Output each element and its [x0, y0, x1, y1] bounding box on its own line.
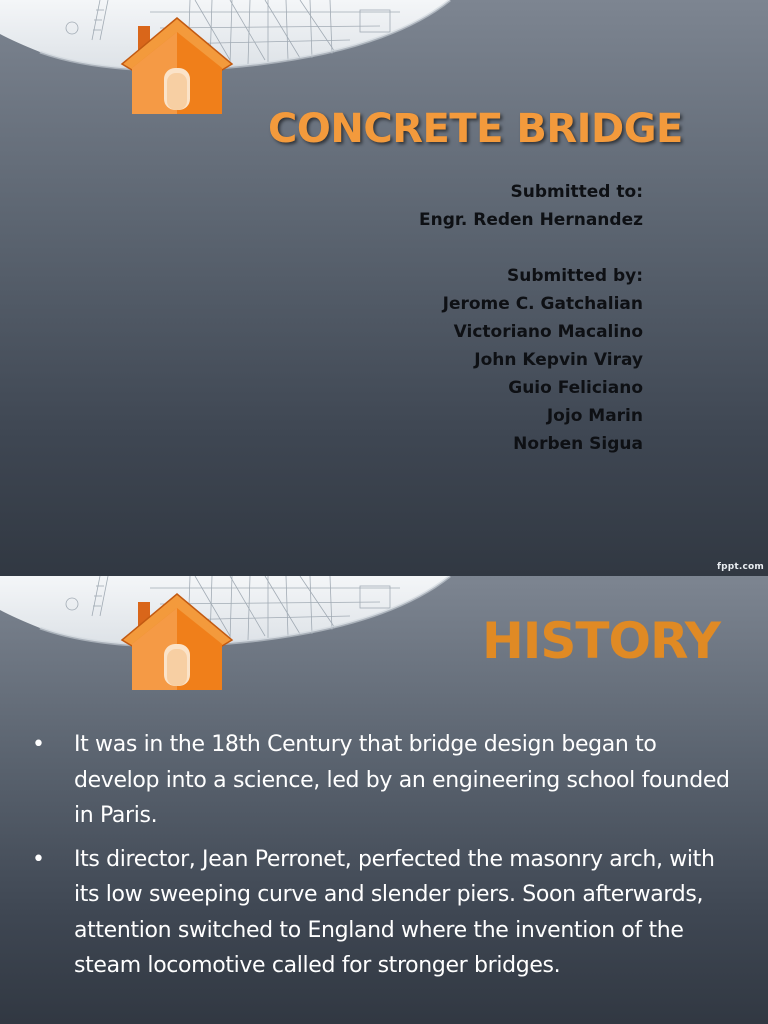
submitted-by-label: Submitted by:: [507, 266, 643, 286]
bullet-marker: •: [32, 846, 45, 872]
member-name: Norben Sigua: [513, 434, 643, 454]
slide-title: CONCRETE BRIDGE: [268, 106, 683, 152]
history-bullet-list: [30, 727, 745, 992]
member-name: Jerome C. Gatchalian: [442, 294, 643, 314]
bullet-marker: •: [32, 732, 45, 757]
spacer: [419, 234, 643, 262]
list-item: [30, 842, 745, 984]
credits-block: [419, 178, 643, 458]
bullet-text: Its director, Jean Perronet, perfected the masonry arch, with its low sweeping curve and slender piers. Soon afterwards, attention switched to England where the invention of the steam locomotive called for stronger bridges.: [74, 846, 715, 978]
bullet-text: It was in the 18th Century that bridge design began to develop into a science, led by an engineering school founded in Paris.: [74, 732, 730, 828]
history-title: HISTORY: [481, 612, 720, 670]
member-name: John Kepvin Viray: [474, 350, 643, 370]
member-name: Jojo Marin: [546, 406, 643, 426]
member-name: Guio Feliciano: [508, 378, 643, 398]
member-name: Victoriano Macalino: [453, 322, 643, 342]
submitted-to-label: Submitted to:: [510, 182, 643, 202]
submitted-to-name: Engr. Reden Hernandez: [419, 210, 643, 230]
watermark: fppt.com: [716, 562, 764, 572]
list-item: [30, 727, 745, 834]
